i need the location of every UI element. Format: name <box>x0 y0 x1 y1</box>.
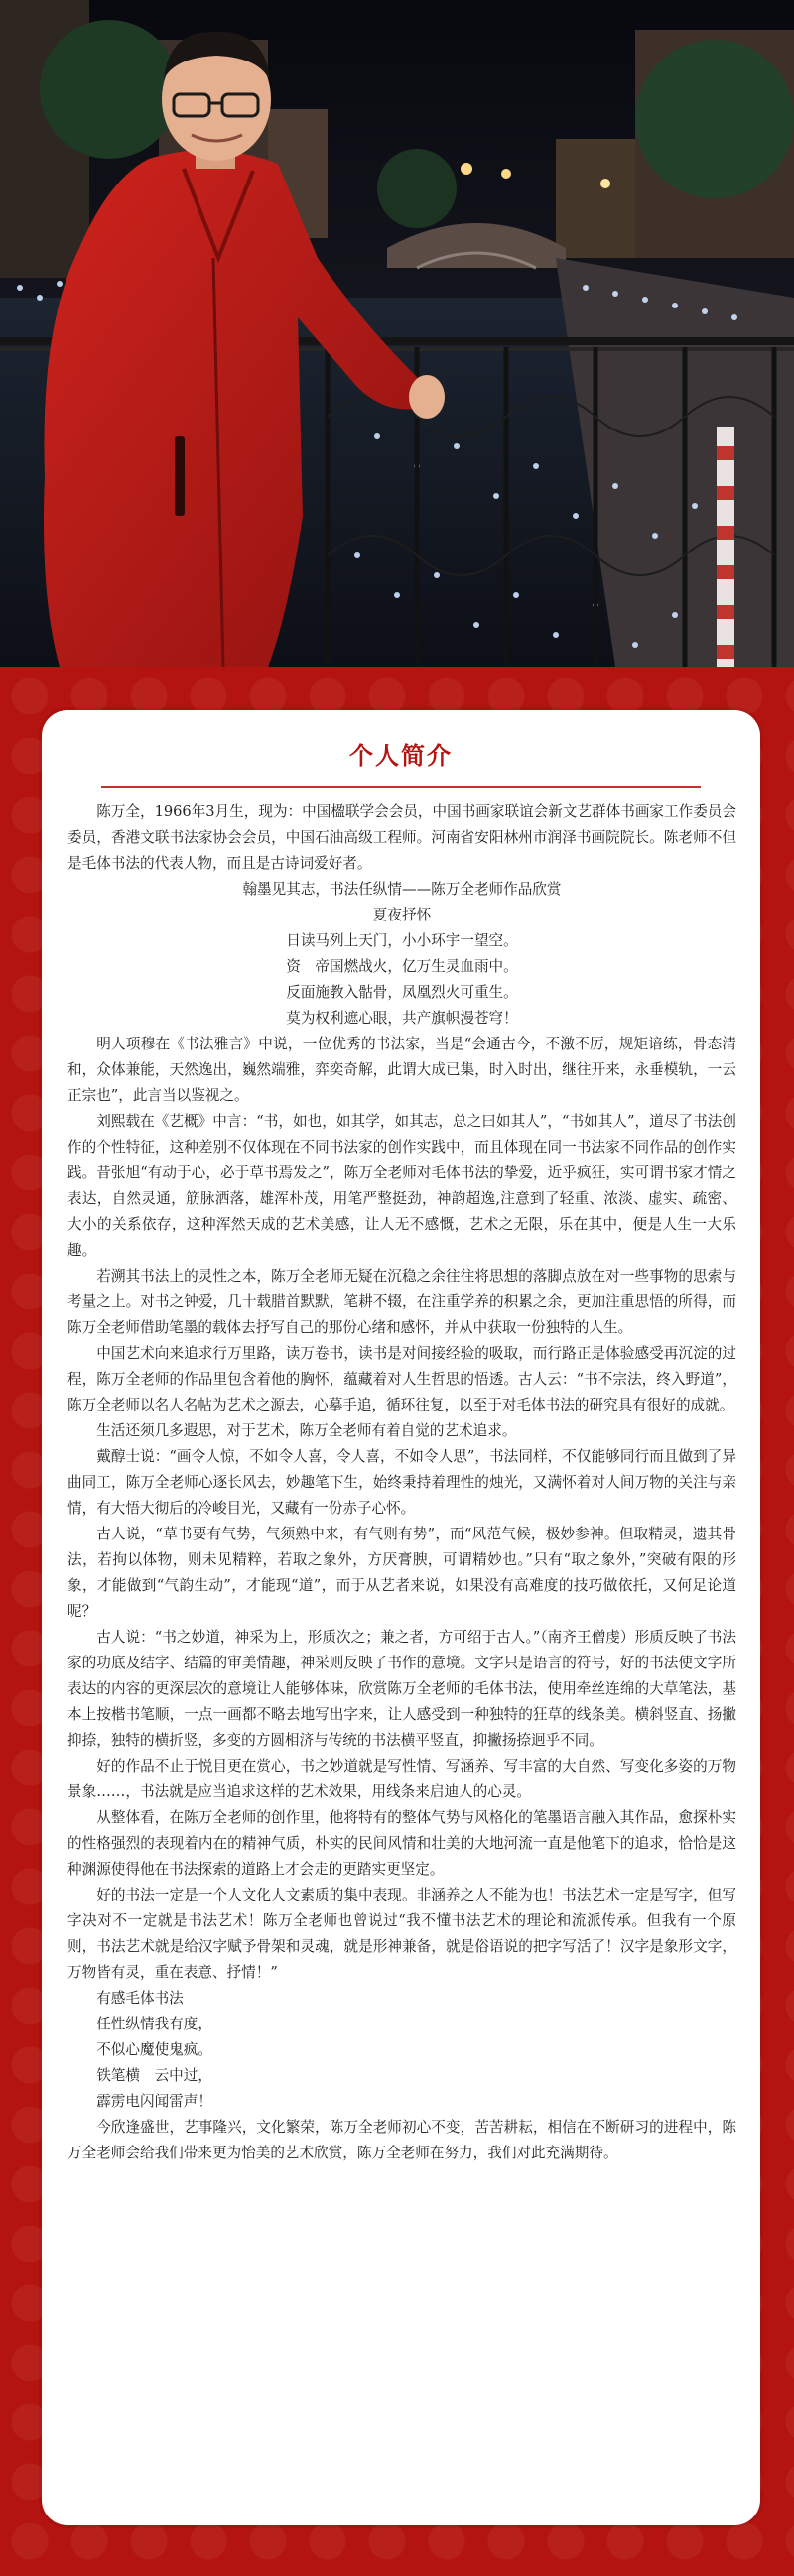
section-title: 个人简介 <box>349 741 453 770</box>
poem2-line: 任性纵情我有度， <box>96 2016 212 2032</box>
poem-line: 莫为权利遮心眼，共产旗帜漫苍穹！ <box>286 1010 518 1027</box>
paragraph: 古人说：“书之妙道，神采为上，形质次之；兼之者，方可绍于古人。”（南齐王僧虔）形质反映了书法家的功底及结字、结篇的审美情趣，神采则反映了书作的意境。文字只是语言的符号，好的书法使文字所表达的内容的更深层次的意境让人能够体味，欣赏陈万全老师的毛体书法，使用牵丝连绵的大草笔法，基本上按楷书笔顺，一点一画都不略去地写出字来，让人感受到一种独特的狂草的线条美。横斜竖直、扬撇抑捺，独特的横折竖，多变的方圆相济与传统的书法横平竖直，抑撇扬捺迥乎不同。 <box>67 1629 736 1749</box>
paragraph: 生活还须几多遐思，对于艺术，陈万全老师有着自觉的艺术追求。 <box>96 1422 517 1439</box>
paragraph: 古人说，“草书要有气势，气须熟中来，有气则有势”，而“风范气候，极妙参神。但取精灵，遗其骨法，若拘以体物，则未见精粹，若取之象外，方厌膏腴，可谓精妙也。”只有“取之象外，”突破有限的形象，才能做到“气韵生动”，才能现“道”，而于从艺者来说，如果没有高难度的技巧做依托，又何足论道呢？ <box>67 1526 736 1620</box>
paragraph: 今欣逢盛世，艺事隆兴，文化繁荣，陈万全老师初心不变，苦苦耕耘，相信在不断研习的进程中，陈万全老师会给我们带来更为怡美的艺术欣赏，陈万全老师在努力，我们对此充满期待。 <box>67 2119 736 2161</box>
poem-line: 反面施教入骷骨，凤凰烈火可重生。 <box>286 984 518 1001</box>
photo-illustration <box>0 0 794 667</box>
paragraph: 好的书法一定是一个人文化人文素质的集中表现。非涵养之人不能为也！书法艺术一定是写字，但写字决对不一定就是书法艺术！陈万全老师也曾说过“我不懂书法艺术的理论和流派传承。但我有一个原则，书法艺术就是给汉字赋予骨架和灵魂，就是形神兼备，就是俗语说的把字写活了！汉字是象形文字，万物皆有灵，重在表意、抒情！” <box>67 1887 736 1981</box>
poem-title: 夏夜抒怀 <box>372 907 432 923</box>
poem2-title: 有感毛体书法 <box>96 1990 184 2007</box>
paragraph: 刘熙载在《艺概》中言：“书，如也，如其学，如其志，总之曰如其人”，“书如其人”，道尽了书法创作的个性特征，这种差别不仅体现在不同书法家的创作实践中，而且体现在同一书法家不同作品的创作实践。昔张旭“有动于心，必于草书焉发之”，陈万全老师对毛体书法的挚爱，近乎疯狂，实可谓书家才情之表达，自然灵通，筋脉洒落，雄浑朴茂，用笔严整挺劲，神韵超逸,注意到了轻重、浓淡、虚实、疏密、大小的关系依存，这种浑然天成的艺术美感，让人无不感慨，艺术之无限，乐在其中，便是人生一大乐趣。 <box>67 1113 736 1259</box>
paragraph: 明人项穆在《书法雅言》中说，一位优秀的书法家，当是“会通古今，不激不厉，规矩谙练，骨态清和，众体兼能，天然逸出，巍然端雅，弈奕奇解，此谓大成已集，时入时出，继往开来，永垂模轨，一云正宗也”，此言当以鉴视之。 <box>67 1036 736 1104</box>
paragraph: 中国艺术向来追求行万里路，读万卷书，读书是对间接经验的吸取，而行路正是体验感受再沉淀的过程，陈万全老师的作品里包含着他的胸怀，蕴藏着对人生哲思的悟透。古人云：“书不宗法，终入野道”，陈万全老师以名人名帖为艺术之源去，心摹手追，循环往复，以至于对毛体书法的研究具有很好的成就。 <box>67 1345 736 1413</box>
paragraph: 若溯其书法上的灵性之本，陈万全老师无疑在沉稳之余往往将思想的落脚点放在对一些事物的思索与考量之上。对书之钟爱，几十载腊首默默，笔耕不辍，在注重学养的积累之余，更加注重思悟的所得，而陈万全老师借助笔墨的载体去抒写自己的那份心绪和感怀，并从中获取一份独特的人生。 <box>67 1268 736 1336</box>
poem-line: 资 帝国燃战火，亿万生灵血雨中。 <box>286 958 518 975</box>
poem2-line: 不似心魔使鬼疯。 <box>96 2041 212 2058</box>
paragraph: 从整体看，在陈万全老师的创作里，他将特有的整体气势与风格化的笔墨语言融入其作品，愈探朴实的性格强烈的表现着内在的精神气质，朴实的民间风情和壮美的大地河流一直是他笔下的追求，恰恰是这种渊源使得他在书法探索的道路上才会走的更踏实更坚定。 <box>67 1809 736 1878</box>
paragraph: 戴醇士说：“画令人惊，不如令人喜，令人喜，不如令人思”，书法同样，不仅能够同行而且做到了异曲同工，陈万全老师心逐长风去，妙趣笔下生，始终秉持着理性的烛光，又满怀着对人间万物的关注与亲情，有大悟大彻后的冷峻目光，又藏有一份赤子心怀。 <box>67 1448 736 1517</box>
bio-content <box>67 799 736 2166</box>
header-photo <box>0 0 794 667</box>
subtitle: 翰墨见其志，书法任纵情——陈万全老师作品欣赏 <box>242 881 562 898</box>
poem2-line: 霹雳电闪闻雷声！ <box>96 2093 212 2110</box>
paragraph: 陈万全，1966年3月生，现为：中国楹联学会会员，中国书画家联谊会新文艺群体书画家工作委员会委员，香港文联书法家协会会员，中国石油高级工程师。河南省安阳林州市润泽书画院院长。陈老师不但是毛体书法的代表人物，而且是古诗词爱好者。 <box>67 803 736 872</box>
title-divider <box>101 786 701 788</box>
paragraph: 好的作品不止于悦目更在赏心，书之妙道就是写性情、写涵养、写丰富的大自然、写变化多姿的万物景象……，书法就是应当追求这样的艺术效果，用线条来启迪人的心灵。 <box>67 1758 736 1800</box>
poem2-line: 铁笔横 云中过， <box>96 2067 212 2084</box>
poem-line: 日读马列上天门，小小环宇一望空。 <box>286 932 518 949</box>
